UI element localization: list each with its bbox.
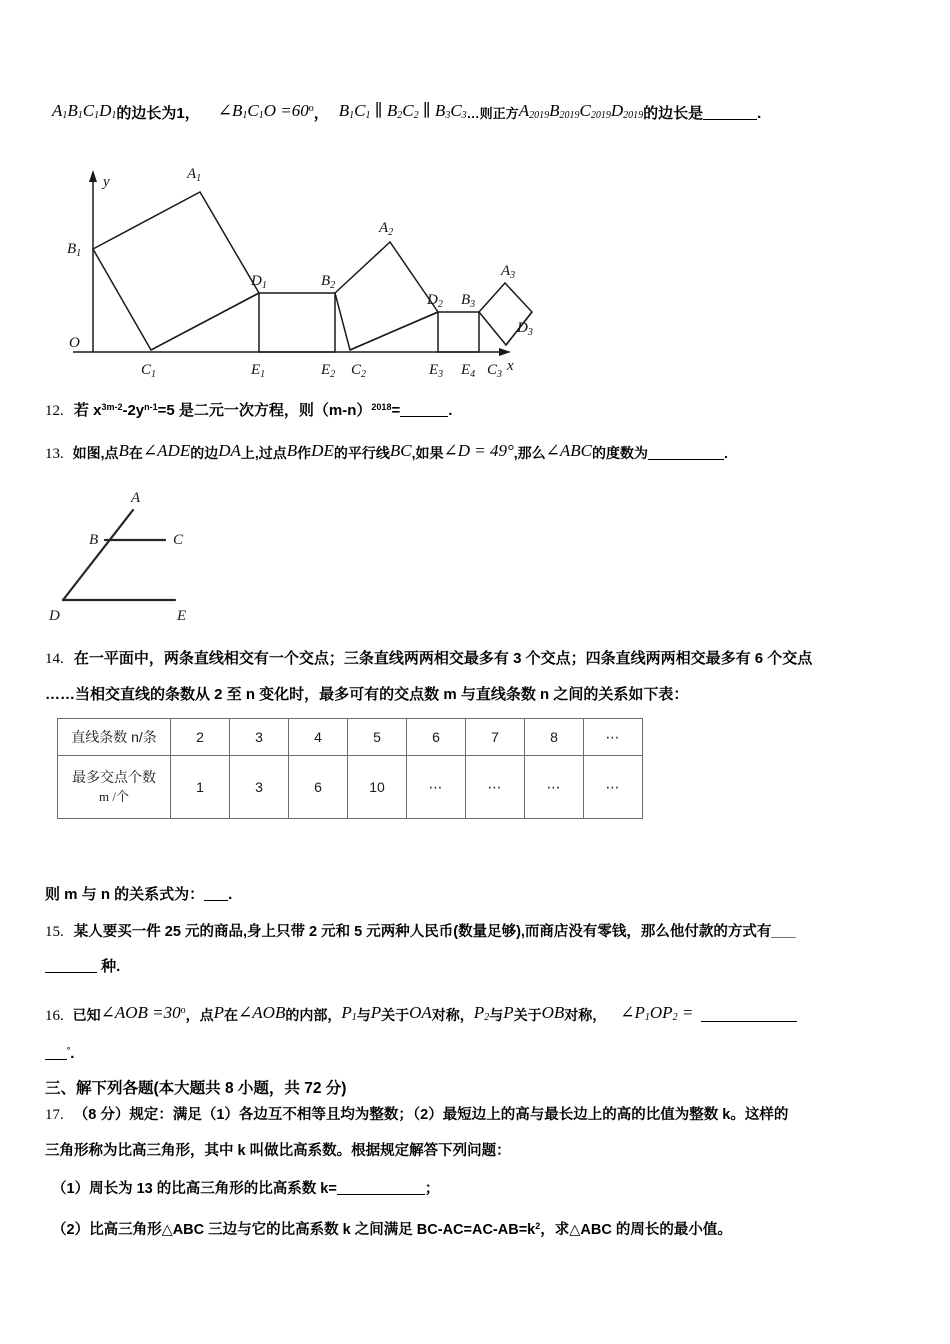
question-16-line-1 xyxy=(45,1000,797,1029)
label-C1: $C_1$ xyxy=(141,362,157,380)
section-3-title xyxy=(45,1078,346,1100)
q11-answer-blank[interactable] xyxy=(703,119,757,120)
q13-math-DA: DA xyxy=(218,441,241,460)
q16-degree-symbol: ° xyxy=(67,1046,71,1055)
row-header-intersections-line2: m /个 xyxy=(99,789,129,804)
q13-number: 13. xyxy=(45,446,64,462)
q14-number: 14. xyxy=(45,651,64,667)
q16-text-10: 对称， xyxy=(564,1007,607,1023)
label-C3: $C_3$ xyxy=(487,362,503,380)
q15-number: 15. xyxy=(45,924,64,940)
q13-text-3: 的边 xyxy=(190,445,219,461)
q14-answer-blank[interactable] xyxy=(204,900,228,901)
question-12-line xyxy=(45,396,452,422)
label-E3: $E_3$ xyxy=(429,362,444,380)
q17-sub2-text: （2）比高三角形△ABC 三边与它的比高系数 k 之间满足 BC-AC=AC-AB=k xyxy=(52,1222,536,1238)
q13-text-9: 的度数为 xyxy=(592,445,649,461)
question-13-line xyxy=(45,440,728,465)
question-14-line-2 xyxy=(45,684,688,706)
q13-text-1: 如图,点 xyxy=(72,445,119,461)
q16-text-5: 与 xyxy=(356,1007,371,1023)
q16-text-8: 与 xyxy=(489,1007,504,1023)
table-row-intersections xyxy=(58,756,643,819)
label-B3: $B_3$ xyxy=(461,292,476,310)
q13-math-BC: BC xyxy=(389,441,412,460)
q11-text-1: 的边长为1， xyxy=(116,105,200,122)
label-D2: $D_2$ xyxy=(427,292,443,310)
cell-m-2: 3 xyxy=(230,756,289,819)
label-origin: O xyxy=(69,335,80,351)
q14-after-period: . xyxy=(228,886,233,903)
label-E2: $E_2$ xyxy=(321,362,336,380)
q12-exponent-1: 3m-2 xyxy=(101,402,123,412)
cell-m-8: ⋯ xyxy=(584,756,643,819)
label-D: D xyxy=(49,608,60,624)
question-15-line-1 xyxy=(45,921,796,943)
q13-text-5: 作 xyxy=(297,445,312,461)
q16-text-7: 对称， xyxy=(431,1007,474,1023)
q16-math-OA: OA xyxy=(409,1003,432,1022)
label-C2: $C_2$ xyxy=(351,362,367,380)
intersection-table xyxy=(57,718,643,819)
q13-text-4: 上,过点 xyxy=(240,445,287,461)
q13-math-angleADE: ∠ADE xyxy=(142,441,191,460)
label-A1: $A_1$ xyxy=(187,166,202,184)
label-B1: $B_1$ xyxy=(67,241,82,259)
y-axis-arrow xyxy=(89,170,97,182)
q17-sub2-post: ，求△ABC 的周长的最小值。 xyxy=(540,1222,732,1238)
segment-DA xyxy=(63,510,133,600)
q16-math-P-2: P xyxy=(370,1003,382,1022)
q17-sub1-post: ； xyxy=(424,1181,440,1197)
question-17-sub-2 xyxy=(52,1215,732,1241)
q13-text-7: ,如果 xyxy=(411,445,444,461)
q12-text-3: =5 是二元一次方程，则（m-n） xyxy=(157,402,372,419)
cell-m-6: ⋯ xyxy=(466,756,525,819)
label-B: B xyxy=(89,532,99,548)
q16-math-angleAOB: ∠AOB $=30^o$ xyxy=(100,1003,186,1022)
cell-n-5: 6 xyxy=(407,719,466,756)
q13-answer-blank[interactable] xyxy=(648,459,724,460)
question-11-line xyxy=(52,98,761,127)
q13-text-6: 的平行线 xyxy=(333,445,390,461)
section-3-title-text: 三、解下列各题(本大题共 8 小题，共 72 分) xyxy=(45,1080,347,1097)
q13-math-angleABC: ∠ABC xyxy=(545,441,593,460)
q14-text-line1: 在一平面中，两条直线相交有一个交点；三条直线两两相交最多有 3 个交点；四条直线两两相交最多有 6 个交点 xyxy=(73,650,813,667)
q12-exponent-3: 2018 xyxy=(371,402,392,412)
q17-sub1-text: （1）周长为 13 的比高三角形的比高系数 k= xyxy=(52,1181,337,1197)
squares-on-x-axis-figure xyxy=(55,152,535,387)
label-y-axis: y xyxy=(103,174,110,190)
cell-n-2: 3 xyxy=(230,719,289,756)
q13-text-8: ,那么 xyxy=(513,445,546,461)
q16-answer-blank-2[interactable] xyxy=(45,1059,67,1060)
q13-math-DE: DE xyxy=(311,441,334,460)
q15-text-line2: 种. xyxy=(97,958,121,975)
q16-answer-blank[interactable] xyxy=(701,1021,797,1022)
question-17-line-1 xyxy=(45,1104,788,1126)
label-A2: $A_2$ xyxy=(379,220,394,238)
label-E: E xyxy=(177,608,187,624)
q16-text-3: 在 xyxy=(224,1007,239,1023)
segment-c2-d2 xyxy=(350,312,438,350)
question-17-sub-1 xyxy=(52,1178,439,1200)
q12-answer-blank[interactable] xyxy=(400,416,448,417)
cell-n-3: 4 xyxy=(289,719,348,756)
q11-math-parallels: $B_1C_1$ ∥ $B_2C_2$ ∥ $B_3C_3$ xyxy=(338,101,467,121)
x-axis-arrow xyxy=(499,348,511,356)
label-C: C xyxy=(173,532,184,548)
question-17-line-2 xyxy=(45,1140,511,1162)
q11-period: . xyxy=(757,105,762,122)
question-14-line-1 xyxy=(45,648,812,670)
square-1 xyxy=(93,192,259,350)
q13-period: . xyxy=(724,445,728,461)
q16-number: 16. xyxy=(45,1008,64,1024)
label-B2: $B_2$ xyxy=(321,273,336,291)
q17-text-line1: （8 分）规定：满足（1）各边互不相等且均为整数；（2）最短边上的高与最长边上的高的比值为整数 k。这样的 xyxy=(73,1107,789,1123)
q17-number: 17. xyxy=(45,1107,64,1123)
angle-ade-figure xyxy=(45,472,315,630)
q16-text-9: 关于 xyxy=(513,1007,542,1023)
q13-math-B: B xyxy=(118,441,129,460)
question-15-line-2 xyxy=(45,956,120,978)
q16-text-1: 已知 xyxy=(72,1007,101,1023)
q16-math-angleP1OP2: $\angle P_1OP_2$ = xyxy=(620,1003,694,1023)
row-header-intersections-line1: 最多交点个数 xyxy=(72,769,156,785)
cell-m-3: 6 xyxy=(289,756,348,819)
q11-text-2: …则正方 xyxy=(466,106,519,121)
q14-after-table-text: 则 m 与 n 的关系式为： xyxy=(45,886,205,903)
q12-number: 12. xyxy=(45,403,64,419)
question-14-relation-line xyxy=(45,884,232,906)
q17-text-line2: 三角形称为比高三角形，其中 k 叫做比高系数。根据规定解答下列问题： xyxy=(45,1143,511,1159)
q11-math-square1: $A_1B_1C_1D_1$ xyxy=(52,101,117,121)
cell-m-1: 1 xyxy=(171,756,230,819)
q16-math-P: P xyxy=(213,1003,225,1022)
cell-n-1: 2 xyxy=(171,719,230,756)
q15-text-line1: 某人要买一件 25 元的商品,身上只带 2 元和 5 元两种人民币(数量足够),而商店没有零钱，那么他付款的方式有___ xyxy=(73,924,796,940)
label-A3: $A_3$ xyxy=(501,263,516,281)
q16-line2-period: . xyxy=(70,1045,75,1062)
q12-text-1: 若 x xyxy=(73,402,102,419)
q11-text-3: 的边长是 xyxy=(643,105,704,122)
label-E4: $E_4$ xyxy=(461,362,476,380)
q17-sub2-exponent: 2 xyxy=(535,1221,541,1231)
q16-text-4: 的内部， xyxy=(285,1007,342,1023)
q16-text-2: ，点 xyxy=(185,1007,214,1023)
row-header-lines: 直线条数 n/条 xyxy=(58,719,171,756)
q12-text-4: = xyxy=(391,402,401,419)
question-16-line-2 xyxy=(45,1040,74,1065)
cell-m-4: 10 xyxy=(348,756,407,819)
label-x-axis: x xyxy=(507,358,514,374)
q12-period: . xyxy=(448,402,453,419)
q13-math-angleD: ∠D = 49° xyxy=(443,441,514,460)
label-E1: $E_1$ xyxy=(251,362,266,380)
q16-math-P-3: P xyxy=(503,1003,514,1022)
label-A: A xyxy=(131,490,141,506)
intersection-table-wrapper xyxy=(57,718,635,819)
q11-math-square2019: $A_{2019}B_{2019}C_{2019}D_{2019}$ xyxy=(518,101,644,121)
q15-answer-blank[interactable] xyxy=(45,972,97,973)
small-square-2 xyxy=(438,312,479,352)
q11-comma: ， xyxy=(313,105,329,122)
label-D1: $D_1$ xyxy=(251,273,267,291)
cell-n-4: 5 xyxy=(348,719,407,756)
table-row-lines xyxy=(58,719,643,756)
q14-text-line2: ……当相交直线的条数从 2 至 n 变化时，最多可有的交点数 m 与直线条数 n 之间的关系如下表： xyxy=(45,686,689,703)
q16-math-P2: $P_2$ xyxy=(473,1003,490,1023)
q16-text-6: 关于 xyxy=(381,1007,410,1023)
label-D3: $D_3$ xyxy=(517,320,533,338)
cell-n-6: 7 xyxy=(466,719,525,756)
q16-math-angleAOB-2: ∠AOB xyxy=(238,1003,286,1022)
q16-math-P1: $P_1$ xyxy=(341,1003,357,1023)
row-header-intersections xyxy=(58,756,171,819)
cell-m-7: ⋯ xyxy=(525,756,584,819)
small-square-1 xyxy=(259,293,335,352)
q13-math-B2: B xyxy=(286,441,298,460)
q11-math-angle: $\angle B_1C_1O =60^o$ xyxy=(217,101,314,121)
cell-m-5: ⋯ xyxy=(407,756,466,819)
q17-sub1-blank[interactable] xyxy=(337,1194,425,1195)
segment-c1-d1 xyxy=(151,293,259,350)
q12-text-2: -2y xyxy=(122,402,145,419)
q16-math-OB: OB xyxy=(541,1003,565,1022)
cell-n-7: 8 xyxy=(525,719,584,756)
q13-text-2: 在 xyxy=(128,445,143,461)
q12-exponent-2: n-1 xyxy=(144,402,158,412)
cell-n-8: ⋯ xyxy=(584,719,643,756)
